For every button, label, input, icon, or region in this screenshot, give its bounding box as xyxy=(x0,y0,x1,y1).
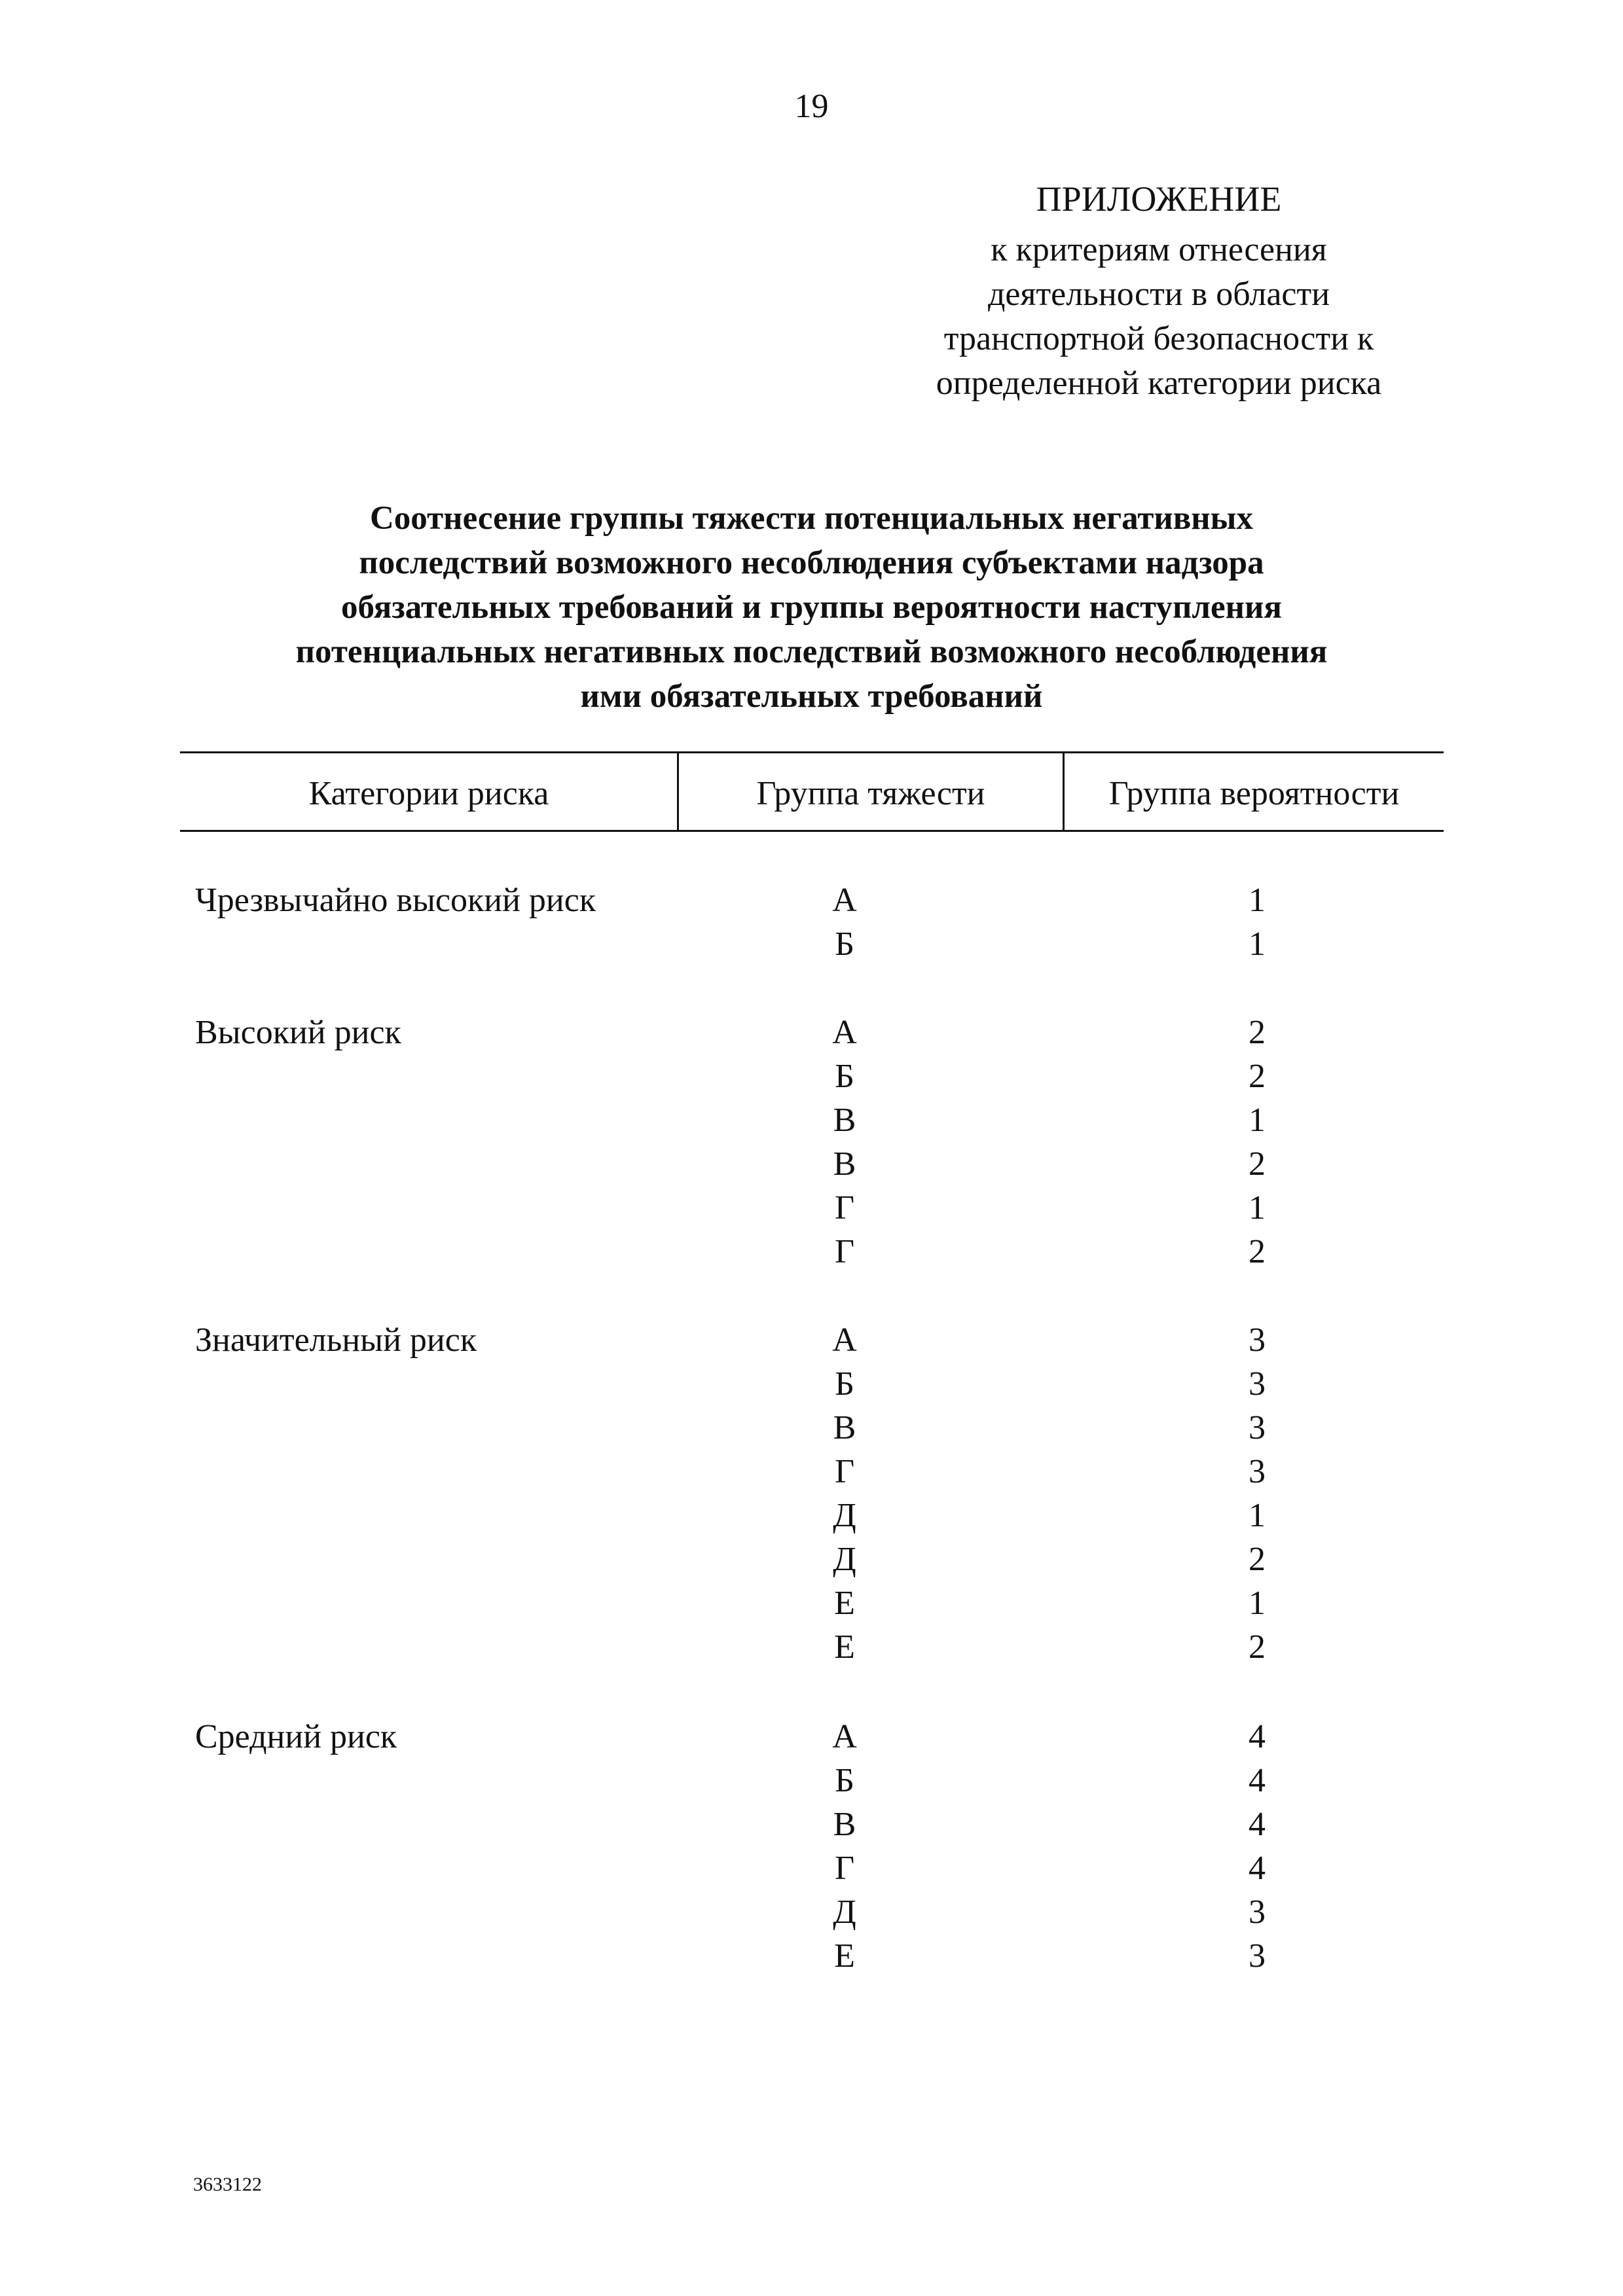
appendix-block xyxy=(877,177,1440,406)
title-line: последствий возможного несоблюдения субъектами надзора xyxy=(359,545,1264,581)
document-title xyxy=(157,496,1466,719)
title-line: ими обязательных требований xyxy=(580,678,1043,715)
title-line: Соотнесение группы тяжести потенциальных негативных xyxy=(369,500,1254,537)
severity-cell: А xyxy=(832,1321,857,1359)
table-top-rule xyxy=(180,751,1444,753)
severity-cell: А xyxy=(832,882,857,919)
severity-cell: Д xyxy=(833,1497,856,1534)
severity-cell: А xyxy=(832,1014,857,1051)
risk-category: Значительный риск xyxy=(195,1321,477,1359)
probability-cell: 2 xyxy=(1249,1058,1266,1095)
title-line: обязательных требований и группы вероятности наступления xyxy=(340,589,1283,626)
probability-cell: 3 xyxy=(1249,1453,1266,1490)
severity-cell: Б xyxy=(835,925,854,963)
appendix-line: транспортной безопасности к xyxy=(943,320,1374,357)
probability-cell: 1 xyxy=(1249,882,1266,919)
severity-cell: Е xyxy=(834,1937,855,1975)
severity-cell: Г xyxy=(834,1189,855,1227)
probability-cell: 3 xyxy=(1249,1365,1266,1403)
probability-cell: 1 xyxy=(1249,925,1266,963)
severity-cell: В xyxy=(833,1145,856,1183)
severity-cell: Д xyxy=(833,1541,856,1578)
column-header-severity: Группа тяжести xyxy=(756,775,985,812)
column-header-probability: Группа вероятности xyxy=(1108,775,1400,812)
appendix-line: к критериям отнесения xyxy=(991,231,1327,268)
severity-cell: Е xyxy=(834,1585,855,1622)
severity-cell: Б xyxy=(835,1365,854,1403)
severity-cell: Д xyxy=(833,1893,856,1931)
appendix-heading: ПРИЛОЖЕНИЕ xyxy=(1036,179,1282,219)
severity-cell: Г xyxy=(834,1453,855,1490)
probability-cell: 2 xyxy=(1249,1541,1266,1578)
probability-cell: 3 xyxy=(1249,1893,1266,1931)
severity-cell: В xyxy=(833,1806,856,1843)
probability-cell: 1 xyxy=(1249,1497,1266,1534)
risk-category: Средний риск xyxy=(195,1718,397,1755)
severity-cell: Б xyxy=(835,1058,854,1095)
severity-cell: Г xyxy=(834,1850,855,1887)
severity-cell: Г xyxy=(834,1233,855,1270)
probability-cell: 4 xyxy=(1249,1850,1266,1887)
probability-cell: 1 xyxy=(1249,1102,1266,1139)
appendix-line: определенной категории риска xyxy=(936,365,1382,402)
severity-cell: Е xyxy=(834,1628,855,1666)
probability-cell: 2 xyxy=(1249,1233,1266,1270)
column-header-category: Категории риска xyxy=(308,775,549,812)
severity-cell: Б xyxy=(835,1762,854,1799)
probability-cell: 4 xyxy=(1249,1806,1266,1843)
severity-cell: А xyxy=(832,1718,857,1755)
risk-category: Чрезвычайно высокий риск xyxy=(195,882,596,919)
probability-cell: 2 xyxy=(1249,1628,1266,1666)
probability-cell: 3 xyxy=(1249,1409,1266,1446)
title-line: потенциальных негативных последствий возможного несоблюдения xyxy=(295,634,1328,670)
probability-cell: 2 xyxy=(1249,1145,1266,1183)
probability-cell: 2 xyxy=(1249,1014,1266,1051)
severity-cell: В xyxy=(833,1102,856,1139)
risk-category: Высокий риск xyxy=(195,1014,401,1051)
probability-cell: 3 xyxy=(1249,1937,1266,1975)
document-id: 3633122 xyxy=(193,2174,262,2195)
appendix-line: деятельности в области xyxy=(987,276,1330,313)
probability-cell: 4 xyxy=(1249,1718,1266,1755)
probability-cell: 1 xyxy=(1249,1585,1266,1622)
page-number: 19 xyxy=(794,88,829,125)
probability-cell: 4 xyxy=(1249,1762,1266,1799)
severity-cell: В xyxy=(833,1409,856,1446)
probability-cell: 3 xyxy=(1249,1321,1266,1359)
table-header-bottom-rule xyxy=(180,830,1444,832)
probability-cell: 1 xyxy=(1249,1189,1266,1227)
